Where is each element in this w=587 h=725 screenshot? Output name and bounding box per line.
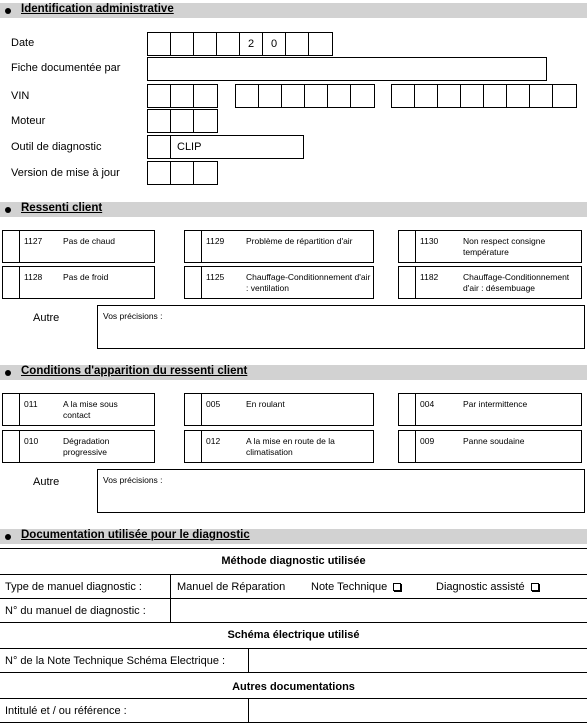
vin-field-3[interactable] xyxy=(391,84,577,108)
option-code: 1182 xyxy=(420,272,439,282)
conditions-autre-label: Autre xyxy=(33,476,60,488)
option-text: Chauffage-Conditionnement d'air : désembuage xyxy=(463,272,570,293)
option-code: 1125 xyxy=(206,272,225,282)
date-cell[interactable] xyxy=(171,33,194,55)
bullet-icon xyxy=(5,207,11,213)
num-manuel-label: N° du manuel de diagnostic : xyxy=(5,605,146,617)
ressenti-autre-label: Autre xyxy=(33,312,60,324)
vin-cell[interactable] xyxy=(305,85,328,107)
option-code: 1129 xyxy=(206,236,225,246)
condition-option-009[interactable] xyxy=(398,430,582,463)
option-text: En roulant xyxy=(246,399,285,409)
date-cell[interactable]: 0 xyxy=(263,33,286,55)
vin-field-2[interactable] xyxy=(235,84,375,108)
version-cell[interactable] xyxy=(171,162,194,184)
option-assiste-label: Diagnostic assisté xyxy=(436,581,525,593)
section-title-documentation: Documentation utilisée pour le diagnostic xyxy=(21,529,250,541)
conditions-precisions-field[interactable] xyxy=(97,469,585,513)
section-title-ressenti: Ressenti client xyxy=(21,202,103,214)
num-note-label: N° de la Note Technique Schéma Electrique : xyxy=(5,655,226,667)
outil-value: CLIP xyxy=(177,141,202,153)
moteur-cell[interactable] xyxy=(171,110,194,132)
precisions-label: Vos précisions : xyxy=(103,475,163,485)
bullet-icon xyxy=(5,370,11,376)
checkbox-icon[interactable] xyxy=(531,583,539,591)
moteur-label: Moteur xyxy=(11,115,46,127)
outil-divider xyxy=(170,136,171,158)
option-code: 004 xyxy=(420,399,435,409)
version-cell[interactable] xyxy=(194,162,217,184)
version-field[interactable] xyxy=(147,161,218,185)
option-code: 009 xyxy=(420,436,435,446)
fiche-field[interactable] xyxy=(147,57,547,81)
ressenti-option-1125[interactable] xyxy=(184,266,374,299)
option-text: Panne soudaine xyxy=(463,436,525,446)
vin-cell[interactable] xyxy=(351,85,374,107)
option-note-technique[interactable] xyxy=(311,581,401,593)
fiche-label: Fiche documentée par xyxy=(11,62,121,74)
version-cell[interactable] xyxy=(148,162,171,184)
vin-label: VIN xyxy=(11,90,30,102)
option-code: 1130 xyxy=(420,236,439,246)
type-manuel-label: Type de manuel diagnostic : xyxy=(5,581,142,593)
date-cell[interactable]: 2 xyxy=(240,33,263,55)
option-text: Pas de chaud xyxy=(63,236,115,246)
option-code: 010 xyxy=(24,436,39,446)
methode-title: Méthode diagnostic utilisée xyxy=(221,555,366,567)
vin-cell[interactable] xyxy=(507,85,530,107)
ressenti-option-1130[interactable] xyxy=(398,230,582,263)
option-code: 005 xyxy=(206,399,221,409)
section-title-admin: Identification administrative xyxy=(21,3,174,15)
option-text: Non respect consigne température xyxy=(463,236,546,257)
condition-option-011[interactable] xyxy=(2,393,155,426)
vin-cell[interactable] xyxy=(484,85,507,107)
bullet-icon xyxy=(5,8,11,14)
option-manuel-reparation[interactable]: Manuel de Réparation xyxy=(177,581,286,593)
date-cell[interactable] xyxy=(194,33,217,55)
ressenti-option-1182[interactable] xyxy=(398,266,582,299)
num-note-input[interactable] xyxy=(249,649,587,671)
outil-label: Outil de diagnostic xyxy=(11,141,102,153)
date-cell[interactable] xyxy=(148,33,171,55)
date-cell[interactable] xyxy=(217,33,240,55)
option-text: Problème de répartition d'air xyxy=(246,236,353,246)
condition-option-005[interactable] xyxy=(184,393,374,426)
option-text: Dégradation progressive xyxy=(63,436,110,457)
vin-cell[interactable] xyxy=(553,85,576,107)
vin-cell[interactable] xyxy=(194,85,217,107)
schema-title: Schéma électrique utilisé xyxy=(227,629,360,641)
num-manuel-input[interactable] xyxy=(171,599,587,621)
condition-option-012[interactable] xyxy=(184,430,374,463)
ressenti-option-1129[interactable] xyxy=(184,230,374,263)
outil-field[interactable] xyxy=(147,135,304,159)
date-cell[interactable] xyxy=(309,33,332,55)
option-note-label: Note Technique xyxy=(311,581,388,593)
vin-cell[interactable] xyxy=(392,85,415,107)
precisions-label: Vos précisions : xyxy=(103,311,163,321)
section-title-conditions: Conditions d'apparition du ressenti client xyxy=(21,365,248,377)
vin-cell[interactable] xyxy=(328,85,351,107)
vin-cell[interactable] xyxy=(171,85,194,107)
vin-cell[interactable] xyxy=(236,85,259,107)
moteur-cell[interactable] xyxy=(148,110,171,132)
vin-cell[interactable] xyxy=(415,85,438,107)
ressenti-option-1127[interactable] xyxy=(2,230,155,263)
vin-cell[interactable] xyxy=(530,85,553,107)
option-text: A la mise sous contact xyxy=(63,399,118,420)
condition-option-004[interactable] xyxy=(398,393,582,426)
version-label: Version de mise à jour xyxy=(11,167,120,179)
option-code: 1128 xyxy=(24,272,43,282)
intitule-input[interactable] xyxy=(249,699,587,721)
vin-cell[interactable] xyxy=(282,85,305,107)
vin-cell[interactable] xyxy=(259,85,282,107)
option-diagnostic-assiste[interactable] xyxy=(436,581,539,593)
option-text: Chauffage-Conditionnement d'air : ventilation xyxy=(246,272,371,293)
checkbox-icon[interactable] xyxy=(393,583,401,591)
option-code: 011 xyxy=(24,399,38,409)
moteur-cell[interactable] xyxy=(194,110,217,132)
vin-field-1[interactable] xyxy=(147,84,218,108)
option-text: A la mise en route de la climatisation xyxy=(246,436,335,457)
date-label: Date xyxy=(11,37,35,49)
autres-title: Autres documentations xyxy=(232,681,355,693)
date-cell[interactable] xyxy=(286,33,309,55)
intitule-label: Intitulé et / ou référence : xyxy=(5,705,127,717)
vin-cell[interactable] xyxy=(438,85,461,107)
moteur-field[interactable] xyxy=(147,109,218,133)
option-text: Par intermittence xyxy=(463,399,528,409)
ressenti-option-1128[interactable] xyxy=(2,266,155,299)
vin-cell[interactable] xyxy=(461,85,484,107)
option-text: Pas de froid xyxy=(63,272,109,282)
date-field[interactable] xyxy=(147,32,333,56)
vin-cell[interactable] xyxy=(148,85,171,107)
bullet-icon xyxy=(5,534,11,540)
option-code: 1127 xyxy=(24,236,43,246)
option-code: 012 xyxy=(206,436,221,446)
ressenti-precisions-field[interactable] xyxy=(97,305,585,349)
condition-option-010[interactable] xyxy=(2,430,155,463)
